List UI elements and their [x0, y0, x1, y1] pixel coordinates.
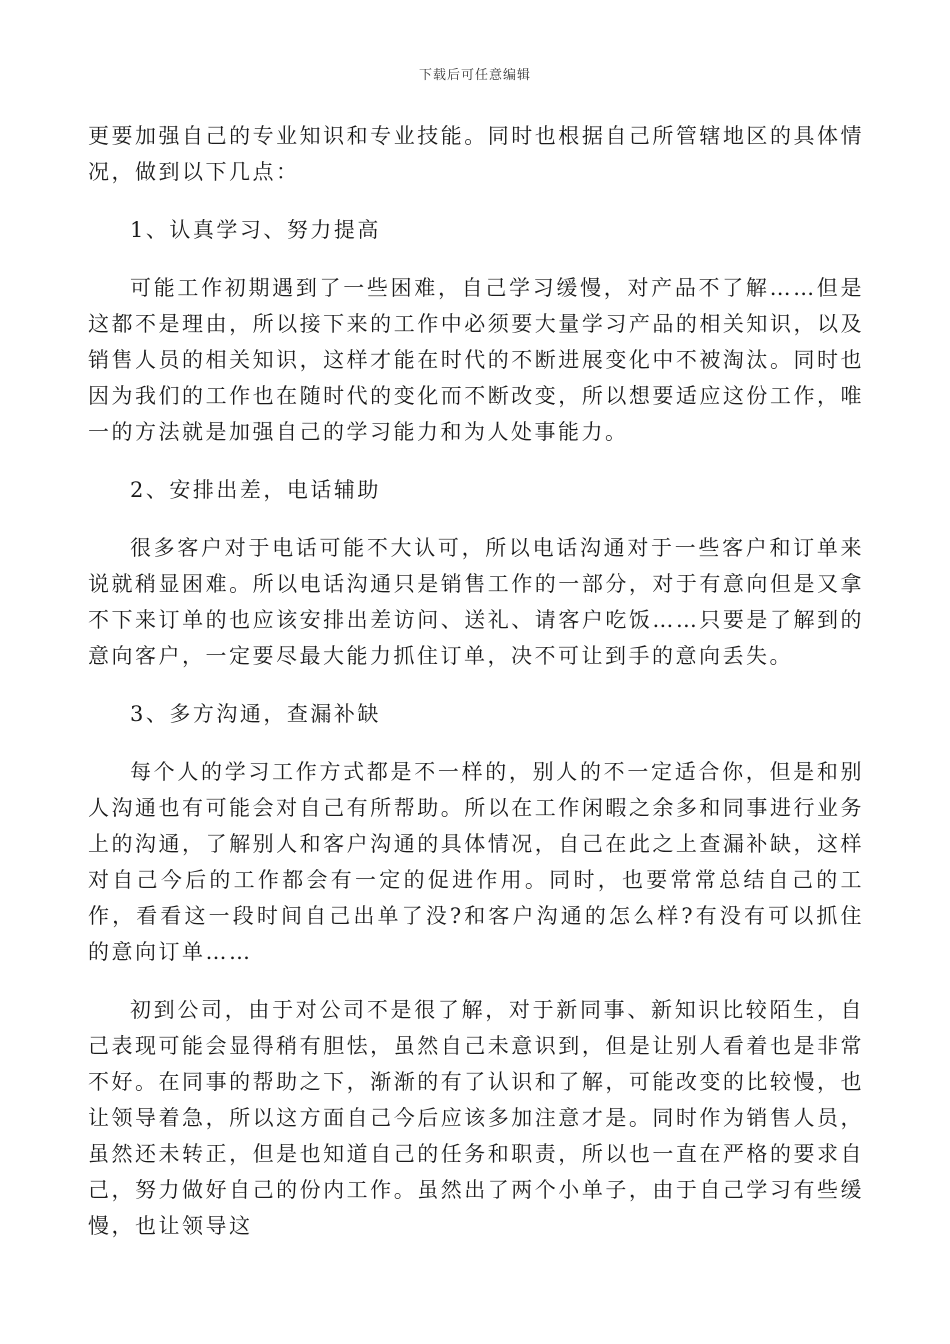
page-header: 下载后可任意编辑 — [418, 68, 531, 83]
paragraph-2: 很多客户对于电话可能不大认可，所以电话沟通对于一些客户和订单来说就稍显困难。所以电话沟通只是销售工作的一部分，对于有意向但是又拿不下来订单的也应该安排出差访问、送礼、请客户吃饭……只要是了解到的意向客户，一定要尽最大能力抓住订单，决不可让到手的意向丢失。 — [88, 536, 864, 668]
paragraph-continued: 更要加强自己的专业知识和专业技能。同时也根据自己所管辖地区的具体情况，做到以下几点： — [88, 124, 864, 184]
section-heading-1: 1、认真学习、努力提高 — [130, 218, 381, 242]
section-heading-2: 2、安排出差，电话辅助 — [130, 478, 381, 502]
section-heading-3: 3、多方沟通，查漏补缺 — [130, 702, 381, 726]
document-body — [88, 118, 864, 1266]
paragraph-4: 初到公司，由于对公司不是很了解，对于新同事、新知识比较陌生，自己表现可能会显得稍有胆怯，虽然自己未意识到，但是让别人看着也是非常不好。在同事的帮助之下，渐渐的有了认识和了解，可能改变的比较慢，也让领导着急，所以这方面自己今后应该多加注意才是。同时作为销售人员，虽然还未转正，但是也知道自己的任务和职责，所以也一直在严格的要求自己，努力做好自己的份内工作。虽然出了两个小单子，由于自己学习有些缓慢，也让领导这 — [88, 998, 864, 1238]
paragraph-1: 可能工作初期遇到了一些困难，自己学习缓慢，对产品不了解……但是这都不是理由，所以接下来的工作中必须要大量学习产品的相关知识，以及销售人员的相关知识，这样才能在时代的不断进展变化中不被淘汰。同时也因为我们的工作也在随时代的变化而不断改变，所以想要适应这份工作，唯一的方法就是加强自己的学习能力和为人处事能力。 — [88, 276, 864, 444]
paragraph-3: 每个人的学习工作方式都是不一样的，别人的不一定适合你，但是和别人沟通也有可能会对自己有所帮助。所以在工作闲暇之余多和同事进行业务上的沟通，了解别人和客户沟通的具体情况，自己在此之上查漏补缺，这样对自己今后的工作都会有一定的促进作用。同时，也要常常总结自己的工作，看看这一段时间自己出单了没?和客户沟通的怎么样?有没有可以抓住的意向订单…… — [88, 760, 864, 964]
